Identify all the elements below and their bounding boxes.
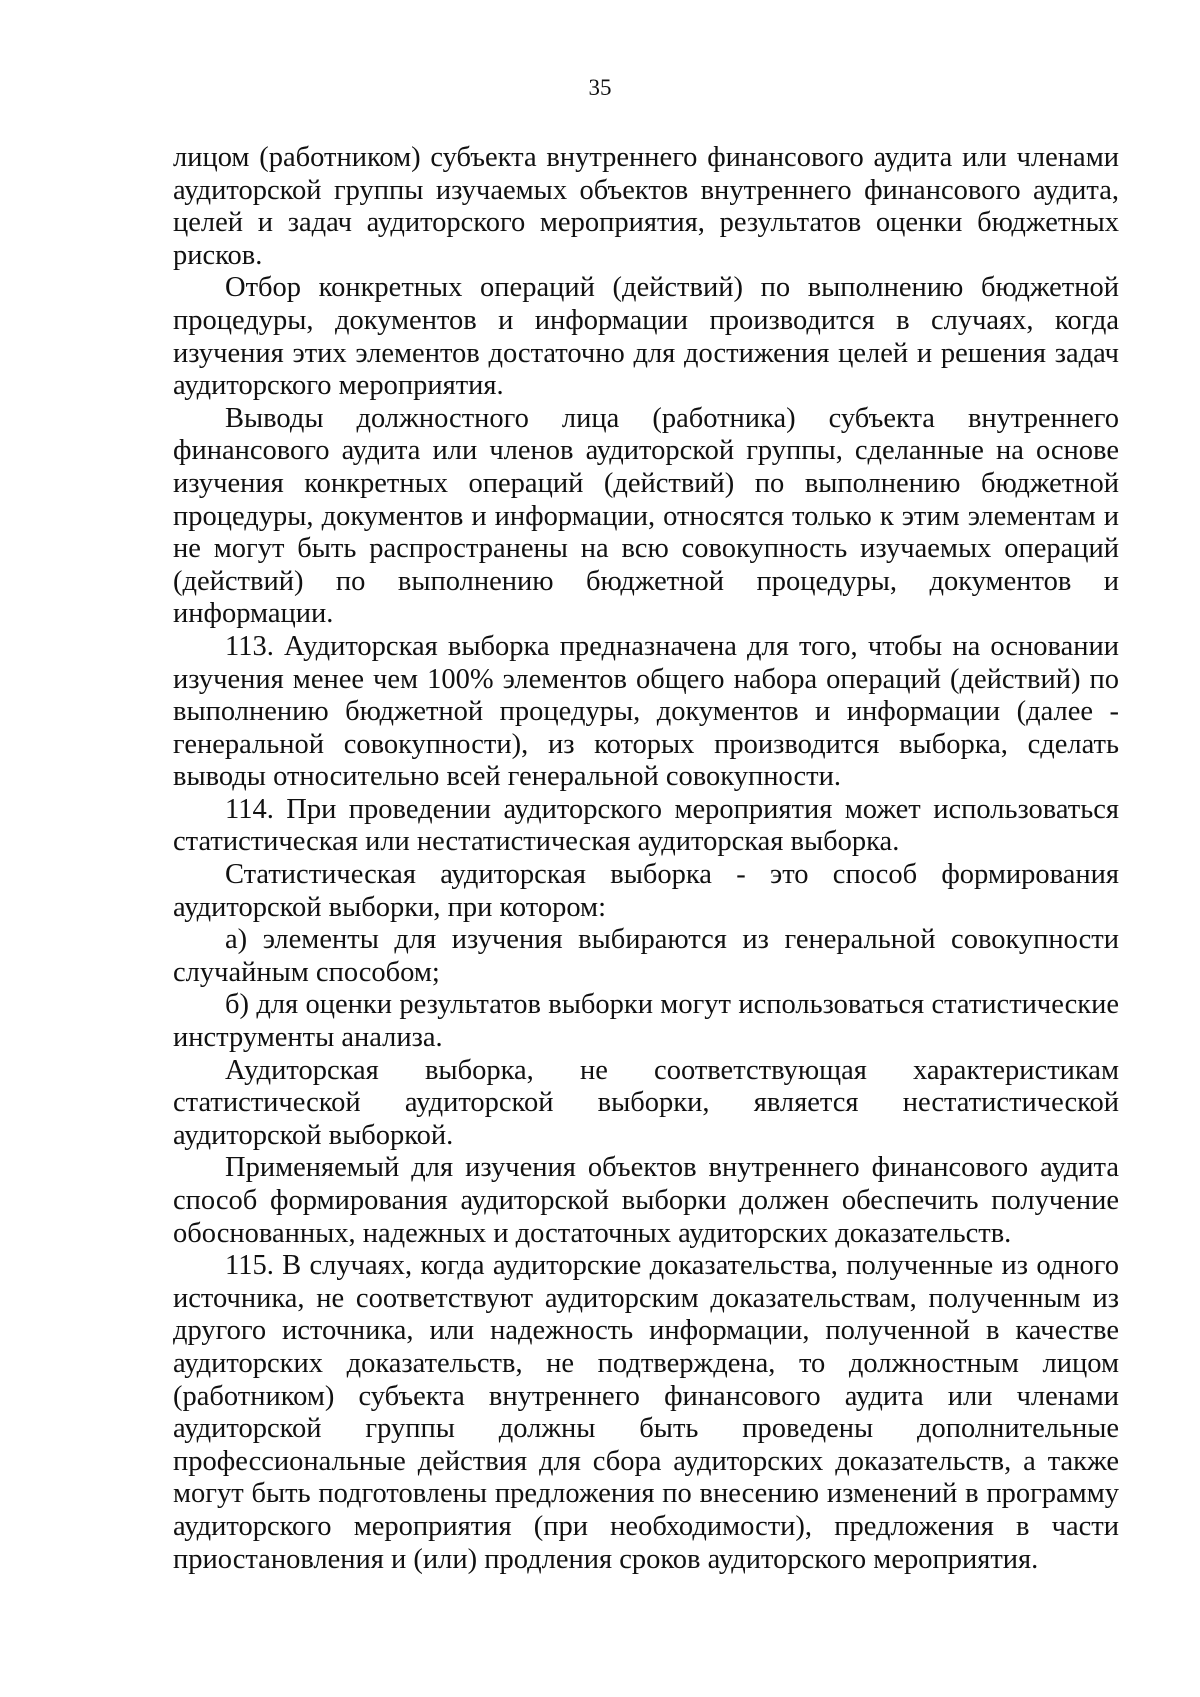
paragraph-113: 113. Аудиторская выборка предназначена для того, чтобы на основании изучения менее чем 100% элементов общего набора операций (действий) по выполнению бюджетной процедуры, документов и информации (далее - генеральной совокупности), из которых производится выборка, сделать выводы относительно всей генеральной совокупности. [173,630,1119,793]
page-number: 35 [588,75,612,100]
list-item-b: б) для оценки результатов выборки могут использоваться статистические инструменты анализа. [173,989,1119,1054]
paragraph-statistical-sample: Статистическая аудиторская выборка - это способ формирования аудиторской выборки, при котором: [173,859,1119,923]
paragraph-non-statistical-sample: Аудиторская выборка, не соответствующая характеристикам статистической аудиторской выборки, является нестатистической аудиторской выборкой. [173,1054,1119,1151]
paragraph-conclusions: Выводы должностного лица (работника) субъекта внутреннего финансового аудита или членов аудиторской группы, сделанные на основе изучения конкретных операций (действий) по выполнению бюджетной процедуры, документов и информации, относятся только к этим элементам и не могут быть распространены на всю совокупность изучаемых операций (действий) по выполнению бюджетной процедуры, документов и информации. [173,402,1119,630]
body-text [173,142,1119,1576]
paragraph-sampling-method: Применяемый для изучения объектов внутреннего финансового аудита способ формирования аудиторской выборки должен обеспечить получение обоснованных, надежных и достаточных аудиторских доказательств. [173,1152,1119,1249]
paragraph-114: 114. При проведении аудиторского мероприятия может использоваться статистическая или нестатистическая аудиторская выборка. [173,793,1119,858]
paragraph-selection-of-operations: Отбор конкретных операций (действий) по выполнению бюджетной процедуры, документов и информации производится в случаях, когда изучения этих элементов достаточно для достижения целей и решения задач аудиторского мероприятия. [173,272,1119,402]
paragraph-115: 115. В случаях, когда аудиторские доказательства, полученные из одного источника, не соответствуют аудиторским доказательствам, полученным из другого источника, или надежность информации, полученной в качестве аудиторских доказательств, не подтверждена, то должностным лицом (работником) субъекта внутреннего финансового аудита или членами аудиторской группы должны быть проведены дополнительные профессиональные действия для сбора аудиторских доказательств, а также могут быть подготовлены предложения по внесению изменений в программу аудиторского мероприятия (при необходимости), предложения в части приостановления и (или) продления сроков аудиторского мероприятия. [173,1250,1119,1575]
list-item-a: а) элементы для изучения выбираются из генеральной совокупности случайным способом; [173,924,1119,988]
paragraph-continuation: лицом (работником) субъекта внутреннего финансового аудита или членами аудиторской группы изучаемых объектов внутреннего финансового аудита, целей и задач аудиторского мероприятия, результатов оценки бюджетных рисков. [173,142,1119,271]
